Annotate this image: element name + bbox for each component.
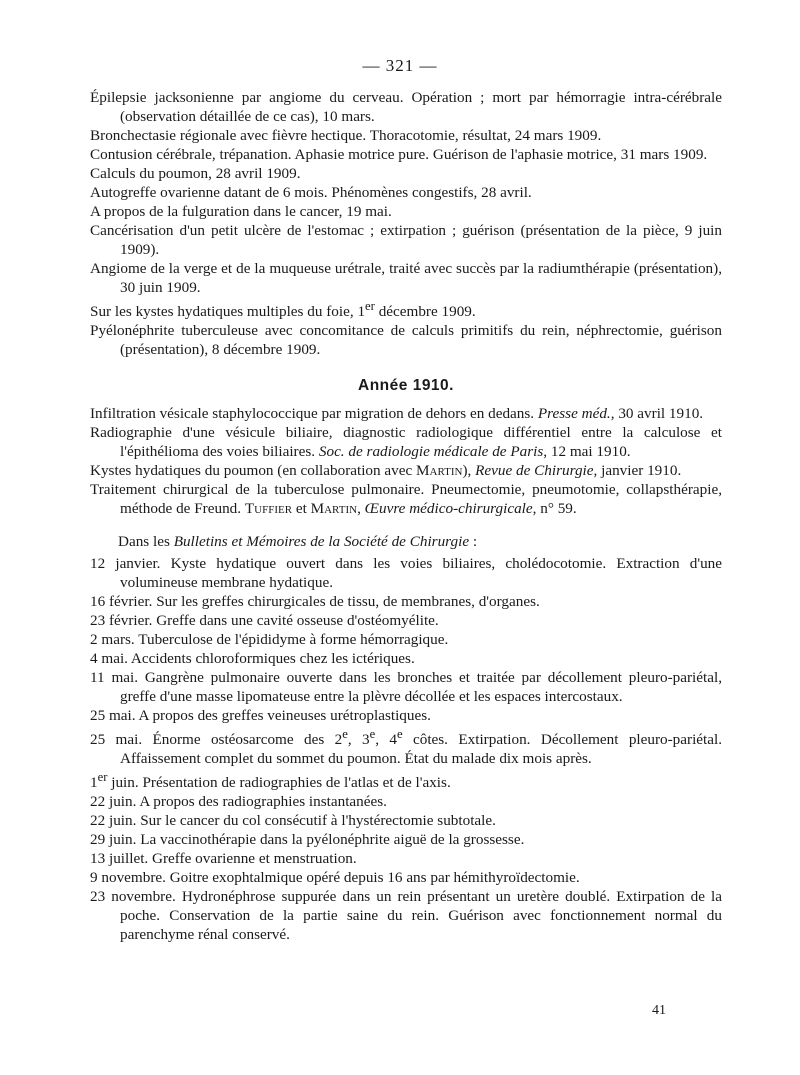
list-item: Sur les kystes hydatiques multiples du foie, 1er décembre 1909. (90, 299, 476, 321)
list-item: Épilepsie jacksonienne par angiome du cerveau. Opération ; mort par hémorragie intra-cérébrale (observation détaillée de ce cas), 10 mars. (90, 89, 722, 125)
list-item: Calculs du poumon, 28 avril 1909. (90, 165, 301, 182)
signature-mark: 41 (652, 1003, 666, 1018)
list-item: 9 novembre. Goitre exophtalmique opéré depuis 16 ans par hémithyroïdectomie. (90, 869, 580, 887)
list-item: 13 juillet. Greffe ovarienne et menstruation. (90, 850, 357, 868)
list-item: 22 juin. Sur le cancer du col consécutif à l'hystérectomie subtotale. (90, 812, 496, 830)
list-item: 1er juin. Présentation de radiographies de l'atlas et de l'axis. (90, 770, 451, 792)
list-item: Autogreffe ovarienne datant de 6 mois. Phénomènes congestifs, 28 avril. (90, 184, 532, 201)
list-item: Kystes hydatiques du poumon (en collaboration avec Martin), Revue de Chirurgie, janvier 1910. (90, 462, 682, 480)
bulletins-intro: Dans les Bulletins et Mémoires de la Société de Chirurgie : (118, 533, 478, 551)
list-item: 2 mars. Tuberculose de l'épididyme à forme hémorragique. (90, 631, 449, 649)
list-item: A propos de la fulguration dans le cancer, 19 mai. (90, 203, 392, 220)
bibliography-column (90, 88, 722, 944)
list-item: Pyélonéphrite tuberculeuse avec concomitance de calculs primitifs du rein, néphrectomie, guérison (présentation), 8 décembre 1909. (90, 322, 722, 359)
list-item: 22 juin. A propos des radiographies instantanées. (90, 793, 387, 811)
list-item: Radiographie d'une vésicule biliaire, diagnostic radiologique différentiel entre la calculose et l'épithélioma des voies biliaires. Soc. de radiologie médicale de Paris, 12 mai 1910. (90, 424, 722, 461)
list-item: 16 février. Sur les greffes chirurgicales de tissu, de membranes, d'organes. (90, 593, 540, 611)
list-item: Contusion cérébrale, trépanation. Aphasie motrice pure. Guérison de l'aphasie motrice, 31 mars 1909. (90, 146, 708, 163)
list-item: Cancérisation d'un petit ulcère de l'estomac ; extirpation ; guérison (présentation de la pièce, 9 juin 1909). (90, 222, 722, 258)
list-item: 25 mai. A propos des greffes veineuses urétroplastiques. (90, 707, 431, 725)
list-item: 11 mai. Gangrène pulmonaire ouverte dans les bronches et traitée par décollement pleuro-pariétal, greffe d'une masse lipomateuse entre la plèvre décollée et les espaces intercostaux. (90, 669, 722, 706)
list-item: 25 mai. Énorme ostéosarcome des 2e, 3e, 4e côtes. Extirpation. Décollement pleuro-pariétal. Affaissement complet du sommet du poumon. État du malade dix mois après. (90, 727, 723, 768)
list-item: 23 février. Greffe dans une cavité osseuse d'ostéomyélite. (90, 612, 439, 630)
list-item: Angiome de la verge et de la muqueuse urétrale, traité avec succès par la radiumthérapie (présentation), 30 juin 1909. (90, 260, 722, 296)
list-item: 4 mai. Accidents chloroformiques chez les ictériques. (90, 650, 415, 668)
list-item: 29 juin. La vaccinothérapie dans la pyélonéphrite aiguë de la grossesse. (90, 831, 525, 849)
section-heading-1910: Année 1910. (358, 377, 454, 395)
list-item: Traitement chirurgical de la tuberculose pulmonaire. Pneumectomie, pneumotomie, collapsthérapie, méthode de Freund. Tuffier et Martin, Œuvre médico-chirurgicale, n° 59. (90, 481, 722, 518)
list-item: 23 novembre. Hydronéphrose suppurée dans un rein présentant un uretère doublé. Extirpation de la poche. Conservation de la partie saine du rein. Guérison avec fonctionnement normal du parenchyme rénal conservé. (90, 888, 722, 944)
list-item: Bronchectasie régionale avec fièvre hectique. Thoracotomie, résultat, 24 mars 1909. (90, 127, 602, 144)
list-item: 12 janvier. Kyste hydatique ouvert dans les voies biliaires, cholédocotomie. Extraction d'une volumineuse membrane hydatique. (90, 555, 722, 592)
list-item: Infiltration vésicale staphylococcique par migration de dehors en dedans. Presse méd., 30 avril 1910. (90, 405, 704, 423)
page-number: — 321 — (362, 56, 438, 75)
